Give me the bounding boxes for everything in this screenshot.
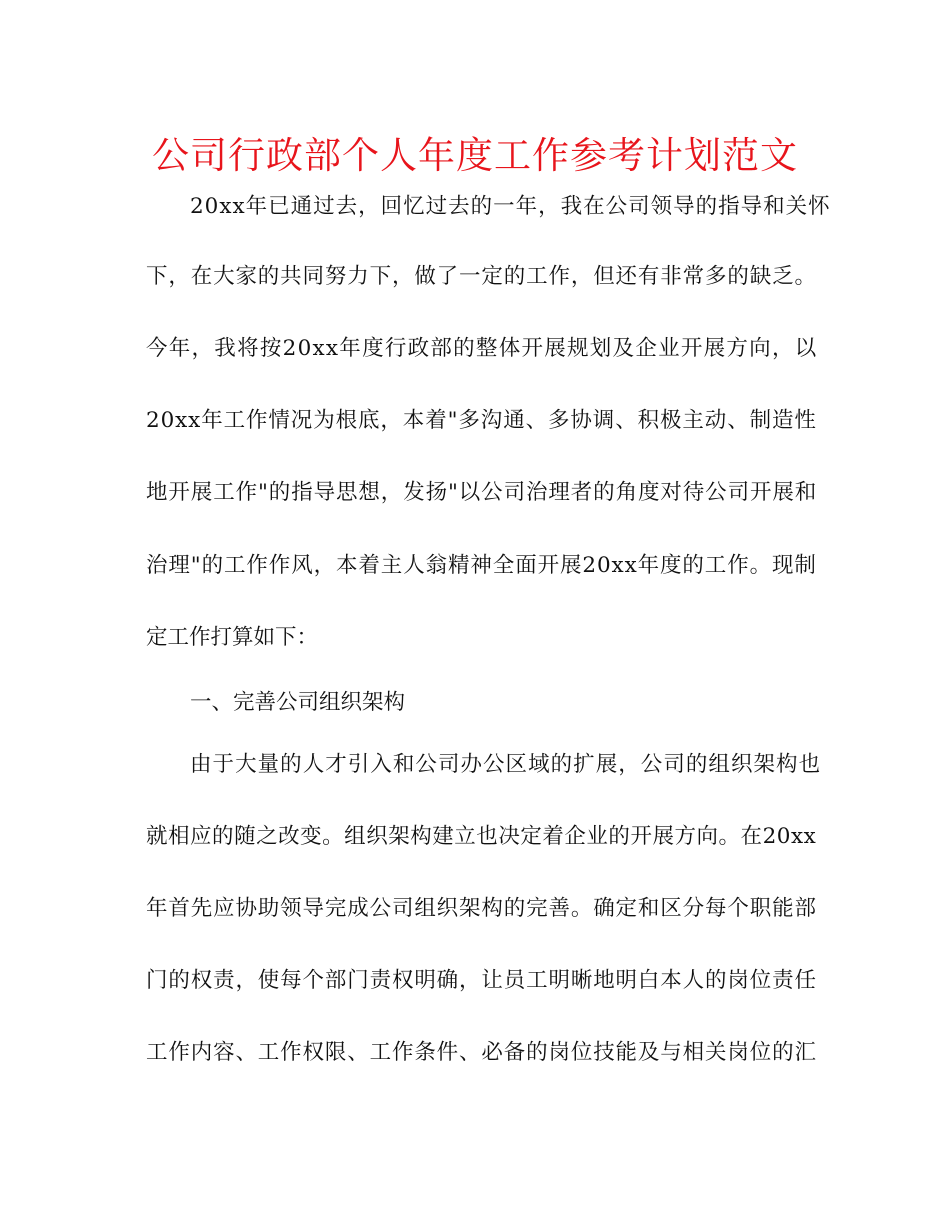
body-line-10: 年首先应协助领导完成公司组织架构的完善。确定和区分每个职能部 bbox=[146, 896, 817, 921]
body-line-2: 下，在大家的共同努力下，做了一定的工作，但还有非常多的缺乏。 bbox=[146, 264, 817, 289]
body-line-8: 由于大量的人才引入和公司办公区域的扩展，公司的组织架构也 bbox=[190, 752, 822, 777]
body-line-9: 就相应的随之改变。组织架构建立也决定着企业的开展方向。在20xx bbox=[146, 824, 817, 849]
body-line-1: 20xx年已通过去，回忆过去的一年，我在公司领导的指导和关怀 bbox=[190, 194, 831, 219]
body-line-11: 门的权责，使每个部门责权明确，让员工明晰地明白本人的岗位责任 bbox=[146, 968, 817, 993]
body-line-3: 今年，我将按20xx年度行政部的整体开展规划及企业开展方向，以 bbox=[146, 336, 818, 361]
body-line-5: 地开展工作"的指导思想，发扬"以公司治理者的角度对待公司开展和 bbox=[146, 480, 818, 505]
section-heading-1: 一、完善公司组织架构 bbox=[190, 690, 406, 715]
body-line-7: 定工作打算如下： bbox=[146, 625, 319, 650]
document-title: 公司行政部个人年度工作参考计划范文 bbox=[152, 134, 798, 177]
body-line-4: 20xx年工作情况为根底，本着"多沟通、多协调、积极主动、制造性 bbox=[146, 408, 817, 433]
body-line-6: 治理"的工作作风，本着主人翁精神全面开展20xx年度的工作。现制 bbox=[146, 553, 817, 578]
body-line-12: 工作内容、工作权限、工作条件、必备的岗位技能及与相关岗位的汇 bbox=[146, 1040, 817, 1065]
